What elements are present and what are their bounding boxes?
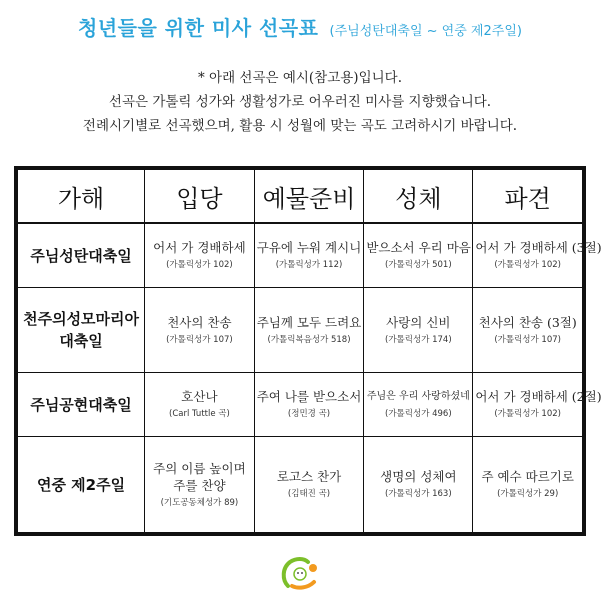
song-source: (가톨릭성가 501) [385,260,452,271]
table-cell [473,373,602,437]
song-source: (가톨릭성가 102) [494,409,561,420]
song-title: 구유에 누워 계시니 [256,240,362,256]
row-label: 연중 제2주일 [18,437,145,533]
table-cell [364,437,473,533]
song-source: (김태진 곡) [287,489,331,500]
song-source: (가톨릭성가 163) [385,489,452,500]
song-title: 사랑의 신비 [386,314,451,330]
page-title-main: 청년들을 위한 미사 선곡표 [78,16,319,40]
row-label: 천주의성모마리아 대축일 [18,288,145,373]
header-recessional: 파견 [473,170,583,224]
song-source: (기도공동체성가 89) [160,497,239,508]
song-title: 로고스 찬가 [276,469,342,485]
table-cell [473,437,583,533]
row-label: 주님공현대축일 [18,373,145,437]
table-cell [364,373,473,437]
table-cell [145,288,255,373]
table-cell [145,437,255,533]
song-title: 천사의 찬송 (3절) [478,314,577,330]
song-source: (정민경 곡) [287,409,331,420]
row-label: 주님성탄대축일 [18,223,145,288]
table-cell [364,223,473,288]
song-source: (가톨릭성가 102) [494,260,561,271]
song-title: 천사의 찬송 [167,314,232,330]
table-row [18,288,583,373]
table-cell [254,437,364,533]
song-title: 주님은 우리 사랑하셨네 [366,391,470,403]
song-title: 어서 가 경배하세 (3절) [475,240,602,256]
table-row [18,437,583,533]
song-table [14,166,602,536]
table-row [18,373,583,437]
song-title: 어서 가 경배하세 (2절) [475,389,602,405]
song-source: (가톨릭성가 102) [166,260,233,271]
song-title: 주님께 모두 드려요 [256,314,362,330]
table-cell [254,373,364,437]
table-header-row [18,170,583,224]
header-offertory: 예물준비 [254,170,364,224]
song-source: (가톨릭성가 174) [385,334,452,345]
table-cell [473,223,602,288]
song-source: (가톨릭성가 112) [275,260,343,271]
song-title: 주의 이름 높이며 주를 찬양 [153,460,246,493]
table-cell [254,223,364,288]
table-cell [473,288,583,373]
song-title: 생명의 성체여 [380,469,457,485]
song-title: 주여 나를 받으소서 [256,389,362,405]
header-communion: 성체 [364,170,473,224]
song-source: (Carl Tuttle 곡) [169,409,230,420]
note-line: 전례시기별로 선곡했으며, 활용 시 성월에 맞는 곡도 고려하시기 바랍니다. [82,118,518,134]
page-title-sub: (주님성탄대축일 ~ 연중 제2주일) [329,24,522,39]
song-table-grid [17,169,602,533]
table-cell [145,373,255,437]
song-title: 받으소서 우리 마음 [366,240,471,256]
bible-chase-logo-icon [278,556,322,592]
song-source: (가톨릭성가 496) [385,409,452,420]
song-source: (가톨릭성가 29) [497,489,559,500]
note-line: 선곡은 가톨릭 성가와 생활성가로 어우러진 미사를 지향했습니다. [108,94,492,110]
song-title: 어서 가 경배하세 [153,240,246,256]
song-source: (가톨릭성가 107) [166,334,233,345]
song-source: (가톨릭복음성가 518) [267,334,351,345]
table-cell [254,288,364,373]
table-cell [145,223,255,288]
table-cell [364,288,473,373]
note-line: * 아래 선곡은 예시(참고용)입니다. [198,70,402,86]
header-year: 가해 [18,170,145,224]
page-title [0,12,600,41]
header-entrance: 입당 [145,170,255,224]
song-source: (가톨릭성가 107) [494,334,561,345]
song-title: 호산나 [181,389,218,405]
notes-block [0,66,600,138]
table-row [18,223,583,288]
song-title: 주 예수 따르기로 [481,469,574,485]
